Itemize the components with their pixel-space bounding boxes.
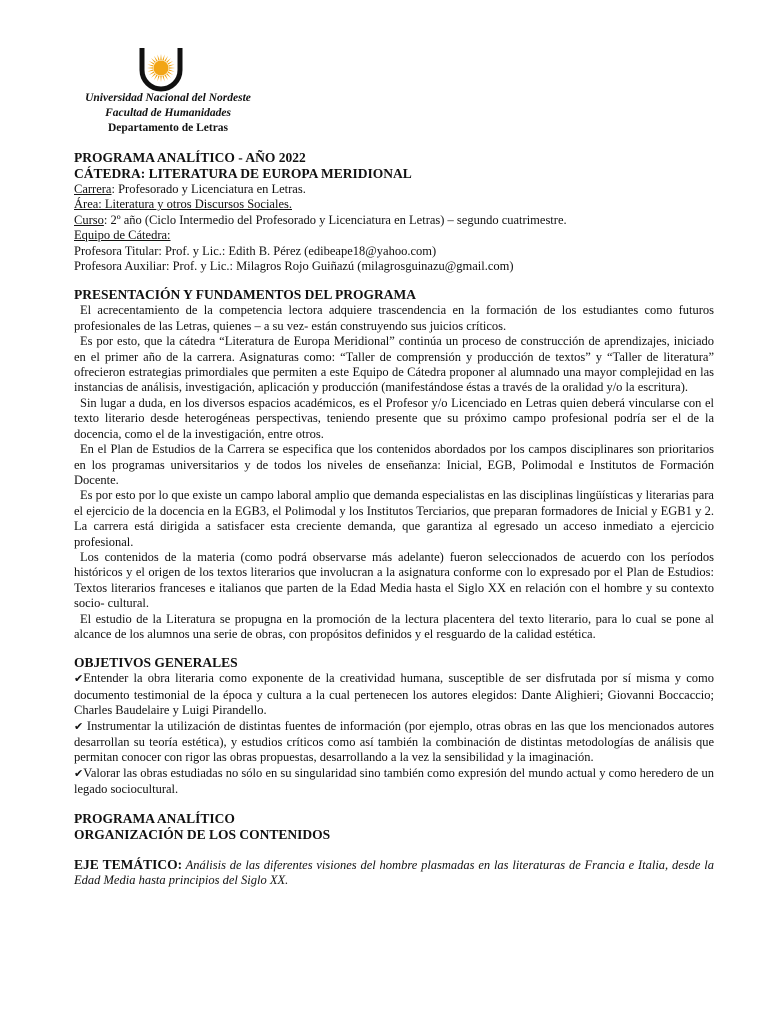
presentation-paragraph: Los contenidos de la materia (como podrá observarse más adelante) fueron seleccionados de acuerdo con los períodos históricos y el origen de los textos literarios que involucran a la asignatura conforme con lo expresado por el Plan de Estudios: Textos literarios franceses e italianos que parten de la Edad Media hasta el Siglo XX en relación con el hombre y su contexto socio- cultural. (74, 549, 714, 611)
objective-item (74, 719, 714, 766)
thematic-axis (74, 857, 714, 889)
sun-ray (149, 71, 155, 75)
department-name: Departamento de Letras (107, 122, 229, 134)
objective-item (74, 766, 714, 798)
sun-ray (169, 69, 175, 71)
presentation-paragraph: En el Plan de Estudios de la Carrera se especifica que los contenidos abordados por los campos disciplinares son prioritarios en los programas universitarios y de todos los niveles de enseñanza: Inicial, EGB, Polimodal e Institutos de Formación Docente. (74, 442, 714, 487)
sun-ray (168, 61, 174, 65)
sun-ray (168, 71, 174, 75)
university-logo-icon (137, 44, 185, 94)
sun-ray (154, 56, 158, 62)
sun-ray (160, 54, 161, 60)
profesora-auxiliar: Profesora Auxiliar: Prof. y Lic.: Milagros Rojo Guiñazú (milagrosguinazu@gmail.com) (74, 259, 514, 274)
sun-ray (164, 56, 168, 62)
sun-ray (147, 69, 153, 71)
sun-ray (169, 64, 175, 66)
check-icon (74, 766, 83, 780)
profesora-titular: Profesora Titular: Prof. y Lic.: Edith B. Pérez (edibeape18@yahoo.com) (74, 243, 437, 258)
sun-ray (164, 75, 168, 81)
presentation-paragraph: Es por esto, que la cátedra “Literatura de Europa Meridional” continúa un proceso de construcción de aprendizajes, iniciado en el primer año de la carrera. Asignaturas como: “Taller de comprensión y producción de textos” y “Taller de literatura” ofrecieron estrategias primordiales que permiten a este Equipo de Cátedra proponer al alumnado una mayor complejidad en las instancias de análisis, investigación, aplicación y producción (manifestándose éstas a través de la oralidad y/o la escritura). (74, 334, 714, 395)
document-body (74, 150, 714, 888)
check-icon (74, 719, 83, 733)
carrera-line (74, 182, 714, 197)
sun-ray (149, 61, 155, 65)
sun-ray (151, 58, 156, 63)
sun-ray (151, 73, 156, 78)
sun-ray (166, 73, 171, 78)
curso-label: Curso (74, 212, 104, 227)
curso-value: : 2º año (Ciclo Intermedio del Profesorado y Licenciatura en Letras) – segundo cuatrimestre. (103, 212, 567, 227)
sun-ray (160, 76, 161, 82)
sun-ray (166, 58, 171, 63)
chair-title: CÁTEDRA: LITERATURA DE EUROPA MERIDIONAL (74, 166, 412, 181)
sun-ray (157, 54, 159, 60)
curso-line (74, 213, 714, 228)
objective-text: Entender la obra literaria como exponente de la creatividad humana, susceptible de ser disfrutada por sí misma y como documento testimonial de la época y cultura a la cual pertenecen los autores elegidos: Dante Alighieri; Giovanni Boccaccio; Charles Baudelaire y Luigi Pirandello. (74, 671, 714, 718)
objective-text: Instrumentar la utilización de distintas fuentes de información (por ejemplo, otras obras en las que los mencionados autores desarrollan su teoría estética), y estudios críticos como así también la combinación de distintas metodologías de análisis que permitan conocer con rigor las obras propuestas, desarrollando a la vez la sensibilidad y la imaginación. (74, 718, 714, 765)
objective-item (74, 671, 714, 718)
sun-ray (169, 67, 175, 68)
sun-ray (147, 67, 153, 68)
faculty-name: Facultad de Humanidades (105, 107, 231, 119)
sun-ray (162, 76, 164, 82)
check-icon (74, 671, 83, 685)
objectives-heading: OBJETIVOS GENERALES (74, 655, 238, 671)
carrera-label: Carrera (74, 182, 112, 196)
institution-header (72, 91, 264, 136)
presentation-paragraph: El estudio de la Literatura se propugna en la promoción de la lectura placentera del texto literario, para lo cual se pone al alcance de los alumnos una serie de obras, con propósitos definidos y el resguardo de la calidad estética. (74, 611, 714, 641)
program-title: PROGRAMA ANALÍTICO - AÑO 2022 (74, 150, 306, 165)
objective-text: Valorar las obras estudiadas no sólo en su singularidad sino también como expresión del mundo actual y como heredero de un legado sociocultural. (74, 765, 714, 797)
contents-heading: PROGRAMA ANALÍTICO (74, 810, 235, 826)
university-name: Universidad Nacional del Nordeste (85, 92, 251, 104)
area-label: Área: Literatura y otros Discursos Sociales. (74, 197, 292, 212)
presentation-paragraph: Sin lugar a duda, en los diversos espacios académicos, es el Profesor y/o Licenciado en Letras quien deberá vincularse con el texto literario desde heterogéneas perspectivas, teniendo presente que su próximo campo profesional podría ser el de la docencia, como el de la investigación, entre otros. (74, 395, 714, 441)
sun-ray (157, 76, 159, 82)
presentation-heading: PRESENTACIÓN Y FUNDAMENTOS DEL PROGRAMA (74, 287, 417, 303)
equipo-label: Equipo de Cátedra: (74, 228, 171, 243)
presentation-paragraph: Es por esto por lo que existe un campo laboral amplio que demanda especialistas en las disciplinas lingüísticas y literarias para el ejercicio de la docencia en la EGB3, el Polimodal y los Institutos Terciarios, que preparan formadores de Inicial y EGB1 y 2. La carrera está dirigida a satisfacer esta creciente demanda, que garantiza al egresado un acceso inmediato a ejercicio profesional. (74, 488, 714, 549)
thematic-axis-label: EJE TEMÁTICO: (74, 856, 183, 872)
sun-ray (162, 54, 164, 60)
carrera-value: : Profesorado y Licenciatura en Letras. (111, 182, 306, 196)
sun-ray (154, 75, 158, 81)
thematic-axis-text: Análisis de las diferentes visiones del hombre plasmadas en las literaturas de Francia e Italia, desde la Edad Media hasta principios del Siglo XX. (74, 857, 714, 888)
sun-ray (147, 64, 153, 66)
presentation-paragraph: El acrecentamiento de la competencia lectora adquiere trascendencia en la formación de los estudiantes como futuros profesionales de las Letras, quienes – a su vez- están construyendo sus juicios críticos. (74, 303, 714, 333)
area-line (74, 197, 714, 212)
contents-subheading: ORGANIZACIÓN DE LOS CONTENIDOS (74, 826, 331, 842)
